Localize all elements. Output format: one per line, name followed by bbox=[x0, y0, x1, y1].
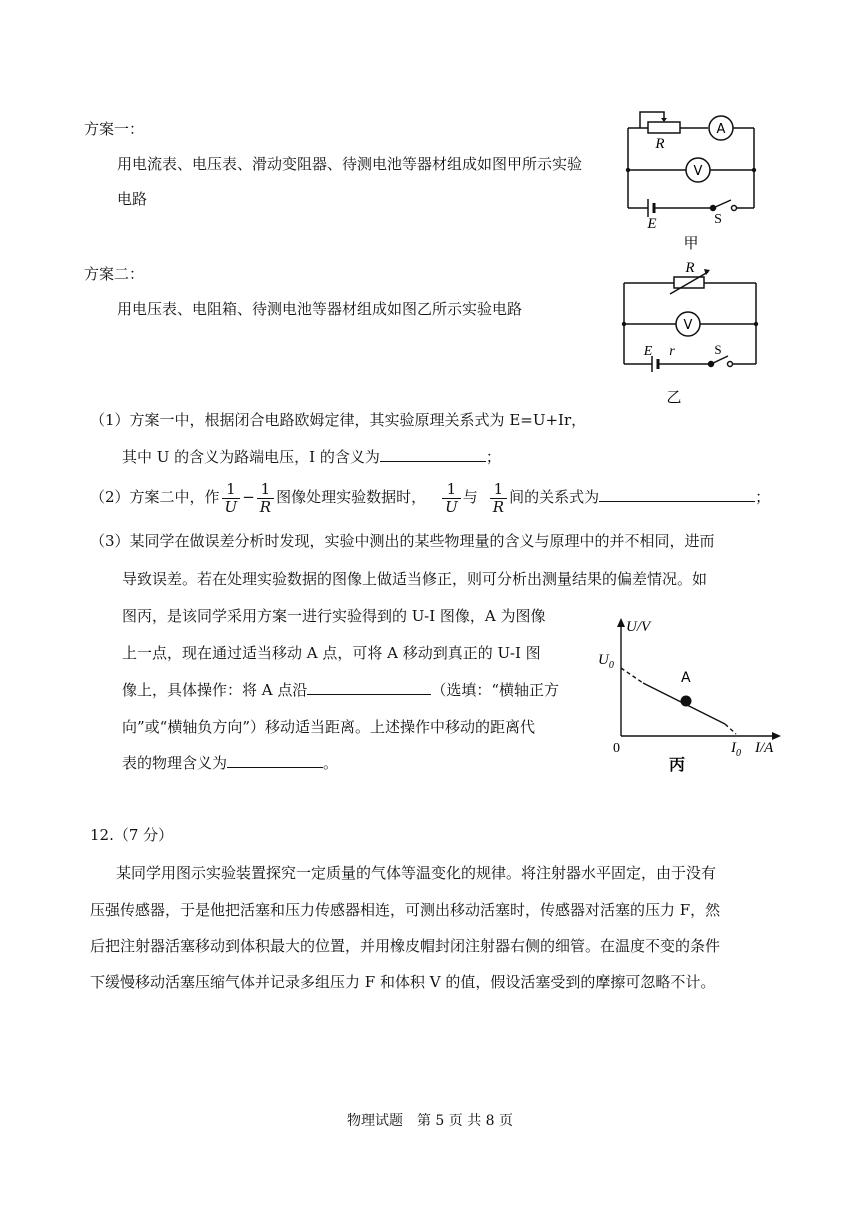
point-A-label: A bbox=[681, 670, 691, 686]
page-footer: 物理试题 第 5 页 共 8 页 bbox=[346, 1113, 514, 1129]
x-axis-label: I/A bbox=[755, 740, 774, 756]
q1-line2: 其中 U 的含义为路端电压，I 的含义为 ； bbox=[122, 448, 501, 466]
label-R: R bbox=[655, 136, 665, 152]
q12-line1: 某同学用图示实验装置探究一定质量的气体等温变化的规律。将注射器水平固定，由于没有 bbox=[116, 864, 717, 882]
circuit-diagram-a bbox=[618, 106, 768, 254]
answer-blank-q3-meaning[interactable] bbox=[227, 753, 323, 768]
label-R: R bbox=[685, 260, 695, 276]
answer-blank-q3-direction[interactable] bbox=[307, 680, 431, 695]
origin-label: 0 bbox=[613, 741, 620, 756]
dashed-extension-top bbox=[621, 668, 643, 683]
plan1-heading: 方案一： bbox=[84, 120, 145, 138]
label-V: V bbox=[693, 164, 703, 179]
q12-heading: 12.（7 分） bbox=[90, 826, 174, 844]
plan1-description-line1: 用电流表、电压表、滑动变阻器、待测电池等器材组成如图甲所示实验 bbox=[117, 155, 583, 173]
ui-graph bbox=[595, 612, 795, 778]
answer-blank-q2[interactable] bbox=[599, 487, 755, 502]
q3-line1: （3）某同学在做误差分析时发现，实验中测出的某些物理量的含义与原理中的并不相同，进而 bbox=[90, 532, 715, 550]
q12-line2: 压强传感器，于是他把活塞和压力传感器相连，可测出移动活塞时，传感器对活塞的压力 F，然 bbox=[90, 901, 721, 919]
q3-line5: 像上，具体操作：将 A 点沿 （选填：“横轴正方 bbox=[122, 681, 560, 699]
label-S: S bbox=[714, 342, 722, 357]
q3-line7: 表的物理含义为 。 bbox=[122, 754, 339, 772]
plan1-description-line2: 电路 bbox=[117, 190, 148, 208]
fraction-1-over-U: $\frac{1}{U}$ bbox=[222, 481, 241, 516]
point-A bbox=[681, 696, 692, 707]
fraction-1-over-R: $\frac{1}{R}$ bbox=[490, 481, 507, 516]
x-intercept-label: $I_0$ bbox=[731, 740, 741, 759]
q12-line3: 后把注射器活塞移动到体积最大的位置，并用橡皮帽封闭注射器右侧的细管。在温度不变的条件 bbox=[90, 937, 721, 955]
figure-caption-yi: 乙 bbox=[666, 390, 682, 406]
circuit-diagram-b bbox=[612, 258, 768, 408]
q2-line: （2）方案二中，作 $\frac{1}{U}$ − $\frac{1}{R}$ 图像处理实验数据时， $\frac{1}{U}$ 与 $\frac{1}{R}$ 间的关系式为 ； bbox=[90, 479, 771, 516]
q3-line4: 上一点，现在通过适当移动 A 点，可将 A 移动到真正的 U-I 图 bbox=[122, 644, 541, 662]
plan2-description: 用电压表、电阻箱、待测电池等器材组成如图乙所示实验电路 bbox=[117, 300, 523, 318]
fraction-1-over-R: $\frac{1}{R}$ bbox=[257, 481, 274, 516]
switch-symbol bbox=[713, 200, 731, 208]
figure-caption-bing: 丙 bbox=[668, 755, 686, 774]
fraction-1-over-U: $\frac{1}{U}$ bbox=[442, 481, 461, 516]
q12-line4: 下缓慢移动活塞压缩气体并记录多组压力 F 和体积 V 的值，假设活塞受到的摩擦可忽略不计。 bbox=[90, 973, 716, 991]
q3-line2: 导致误差。若在处理实验数据的图像上做适当修正，则可分析出测量结果的偏差情况。如 bbox=[122, 570, 708, 588]
answer-blank-q1[interactable] bbox=[380, 447, 486, 462]
figure-caption-jia: 甲 bbox=[683, 236, 699, 252]
label-r: r bbox=[669, 344, 675, 359]
rheostat-symbol bbox=[648, 122, 680, 133]
label-S: S bbox=[714, 212, 722, 227]
q3-line6: 向”或“横轴负方向”）移动适当距离。上述操作中移动的距离代 bbox=[122, 718, 536, 736]
q3-line3: 图丙，是该同学采用方案一进行实验得到的 U-I 图像，A 为图像 bbox=[122, 607, 546, 625]
label-E: E bbox=[647, 216, 657, 232]
label-E: E bbox=[643, 344, 653, 359]
switch-symbol bbox=[711, 356, 728, 364]
label-A: A bbox=[716, 122, 726, 137]
dashed-extension-bottom bbox=[725, 724, 736, 734]
y-axis-label: U/V bbox=[626, 619, 651, 635]
label-V: V bbox=[683, 318, 693, 333]
plan2-heading: 方案二： bbox=[84, 265, 145, 283]
q1-line1: （1）方案一中，根据闭合电路欧姆定律，其实验原理关系式为 E=U+Ir， bbox=[90, 411, 587, 429]
y-intercept-label: $U_0$ bbox=[598, 652, 614, 671]
